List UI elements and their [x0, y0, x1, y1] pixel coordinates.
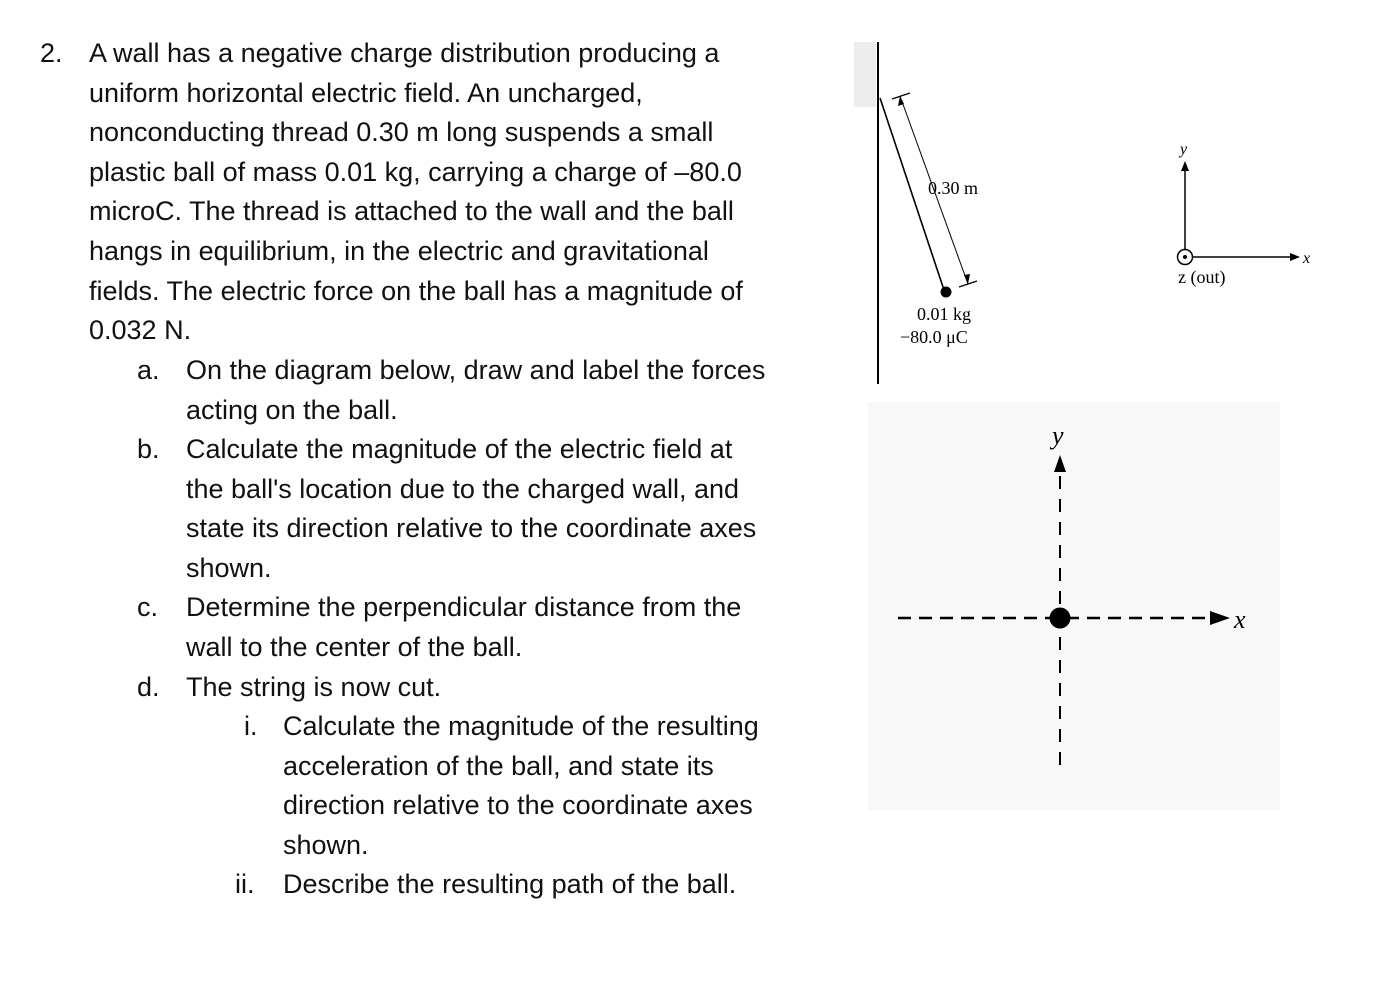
- stem-line: nonconducting thread 0.30 m long suspends a small: [89, 117, 714, 148]
- part-c-line: wall to the center of the ball.: [186, 631, 523, 662]
- part-d-i-line: acceleration of the ball, and state its: [283, 750, 714, 781]
- part-b-text: [186, 430, 756, 588]
- part-a-line: On the diagram below, draw and label the forces: [186, 355, 766, 385]
- mass-label: 0.01 kg: [917, 304, 971, 324]
- stem-line: 0.032 N.: [89, 315, 192, 346]
- axis-x-label: x: [1234, 605, 1246, 634]
- part-b-line: the ball's location due to the charged wall, and: [186, 473, 740, 504]
- free-body-diagram: [868, 402, 1280, 810]
- part-b-line: state its direction relative to the coordinate axes: [186, 513, 757, 544]
- part-d-marker: d.: [137, 672, 160, 702]
- part-d-i-line: shown.: [283, 829, 369, 860]
- axis-y-label: y: [1052, 421, 1064, 450]
- part-c-marker: c.: [137, 592, 159, 622]
- axis-y-label: y: [1180, 141, 1188, 158]
- stem-line: plastic ball of mass 0.01 kg, carrying a charge of –80.0: [89, 156, 742, 187]
- part-d-i-line: direction relative to the coordinate axes: [283, 790, 753, 821]
- part-d-ii-text: Describe the resulting path of the ball.: [283, 869, 737, 899]
- diagram-background: [868, 402, 1280, 810]
- part-a-marker: a.: [137, 355, 160, 385]
- charge-label: −80.0 μC: [900, 327, 968, 347]
- part-d-ii-marker: ii.: [235, 869, 255, 899]
- part-b-marker: b.: [137, 434, 160, 464]
- axis-z-dot: [1183, 255, 1187, 259]
- length-label: 0.30 m: [928, 178, 979, 198]
- ball: [1050, 608, 1071, 629]
- hanging-ball-figure: [840, 30, 1340, 400]
- part-c-line: Determine the perpendicular distance from the: [186, 592, 742, 622]
- problem-number: 2.: [40, 38, 63, 68]
- part-a-line: acting on the ball.: [186, 394, 398, 425]
- axis-y-arrowhead: [1181, 161, 1189, 171]
- part-d-i-marker: i.: [244, 711, 258, 741]
- stem-line: A wall has a negative charge distribution producing a: [89, 38, 720, 68]
- problem-stem: [89, 34, 829, 351]
- wall-shading: [854, 42, 876, 107]
- stem-line: uniform horizontal electric field. An uncharged,: [89, 77, 643, 108]
- part-c-text: [186, 588, 741, 667]
- stem-line: microC. The thread is attached to the wall and the ball: [89, 196, 734, 227]
- part-b-line: shown.: [186, 552, 272, 583]
- part-d-i-line: Calculate the magnitude of the resulting: [283, 711, 759, 741]
- part-a-text: [186, 351, 765, 430]
- part-b-line: Calculate the magnitude of the electric field at: [186, 434, 733, 464]
- part-d-text: The string is now cut.: [186, 672, 442, 702]
- axis-z-label: z (out): [1178, 267, 1226, 287]
- stem-line: fields. The electric force on the ball has a magnitude of: [89, 275, 743, 306]
- part-d-i-text: [283, 707, 759, 865]
- stem-line: hangs in equilibrium, in the electric and gravitational: [89, 235, 709, 266]
- axis-x-label: x: [1303, 250, 1311, 267]
- ball: [941, 287, 952, 298]
- axis-x-arrowhead: [1290, 253, 1300, 261]
